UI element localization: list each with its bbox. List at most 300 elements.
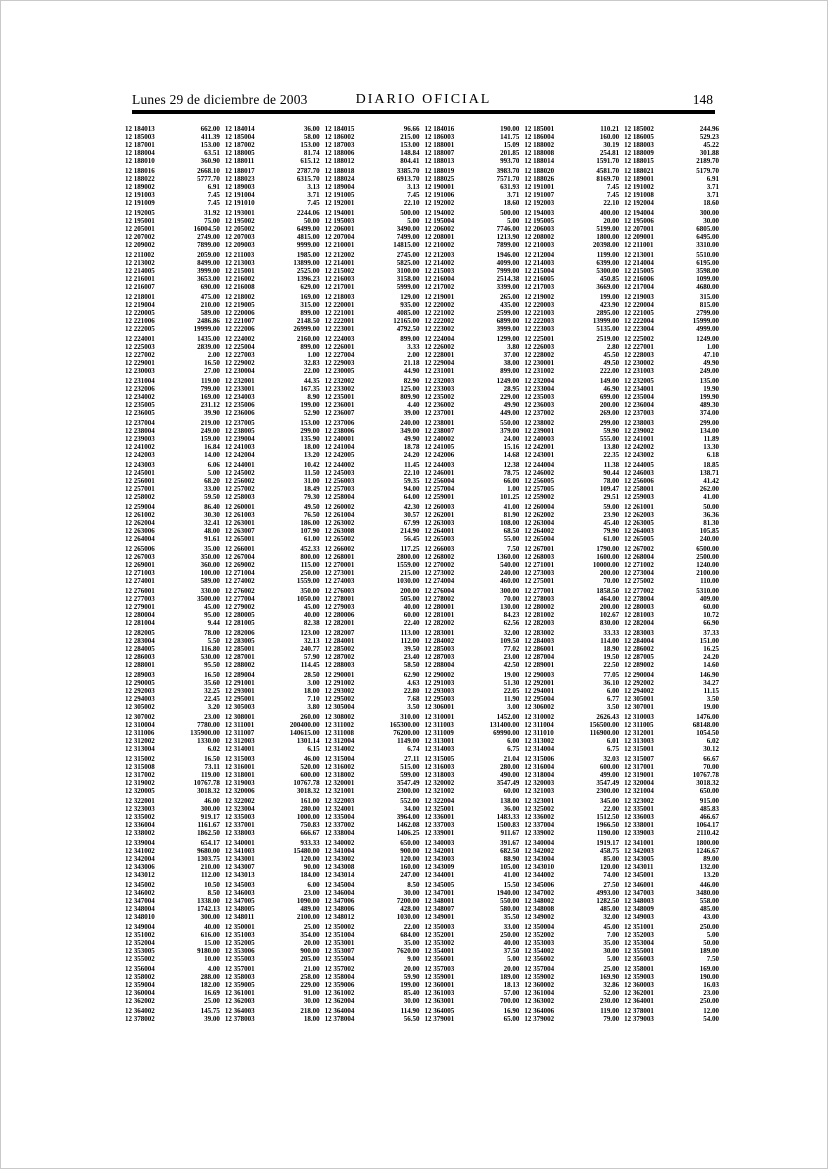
item-code: 12 212002 <box>324 251 355 259</box>
item-amount: 45.22 <box>703 141 719 149</box>
item-amount: 5.00 <box>207 469 220 477</box>
item-amount: 13.20 <box>703 871 719 879</box>
code-amount-pair <box>225 283 320 291</box>
item-code: 12 378004 <box>324 1015 355 1023</box>
code-amount-pair <box>125 325 220 333</box>
item-code: 12 313001 <box>424 737 455 745</box>
item-amount: 24.20 <box>403 451 420 459</box>
item-amount: 615.12 <box>300 157 320 165</box>
item-amount: 3.80 <box>507 343 520 351</box>
item-code: 12 342004 <box>125 855 155 863</box>
item-code: 12 237002 <box>524 409 555 417</box>
code-amount-pair <box>524 813 619 821</box>
code-amount-pair <box>125 191 220 199</box>
code-amount-pair <box>225 461 320 469</box>
code-amount-pair <box>624 343 719 351</box>
code-amount-pair <box>425 191 520 199</box>
code-amount-pair <box>125 317 220 325</box>
item-code: 12 314004 <box>524 745 555 753</box>
item-amount: 4999.00 <box>696 325 719 333</box>
item-code: 12 348012 <box>324 913 355 921</box>
item-amount: 899.00 <box>300 309 320 317</box>
code-amount-pair <box>425 619 520 627</box>
item-code: 12 288003 <box>324 661 355 669</box>
item-amount: 159.00 <box>200 435 220 443</box>
item-code: 12 348006 <box>324 905 355 913</box>
code-amount-pair <box>524 225 619 233</box>
code-amount-pair <box>524 535 619 543</box>
code-amount-pair <box>225 535 320 543</box>
item-code: 12 360002 <box>524 981 555 989</box>
item-amount: 310.00 <box>400 713 420 721</box>
code-amount-pair <box>125 217 220 225</box>
item-amount: 3547.49 <box>596 779 620 787</box>
item-code: 12 335002 <box>125 813 155 821</box>
item-amount: 16.50 <box>204 359 220 367</box>
code-amount-pair <box>125 485 220 493</box>
code-amount-pair <box>225 209 320 217</box>
table-row <box>125 595 719 603</box>
item-code: 12 343014 <box>324 871 355 879</box>
item-code: 12 220006 <box>224 309 255 317</box>
item-code: 12 280004 <box>125 611 155 619</box>
item-amount: 1149.00 <box>397 737 420 745</box>
item-code: 12 230003 <box>125 367 155 375</box>
code-amount-pair <box>425 335 520 343</box>
code-amount-pair <box>325 461 420 469</box>
code-amount-pair <box>425 485 520 493</box>
item-amount: 34.00 <box>403 805 420 813</box>
code-amount-pair <box>325 679 420 687</box>
code-amount-pair <box>524 577 619 585</box>
item-code: 12 306002 <box>524 703 555 711</box>
item-code: 12 260004 <box>524 503 555 511</box>
item-amount: 60.00 <box>703 603 719 611</box>
code-amount-pair <box>524 829 619 837</box>
item-amount: 35.00 <box>403 939 420 947</box>
item-amount: 6315.70 <box>296 175 320 183</box>
item-code: 12 184015 <box>324 125 355 133</box>
item-code: 12 361003 <box>424 989 455 997</box>
item-amount: 435.00 <box>500 301 520 309</box>
item-code: 12 230002 <box>624 359 654 367</box>
code-amount-pair <box>624 871 719 879</box>
item-amount: 82.38 <box>303 619 320 627</box>
code-amount-pair <box>425 797 520 805</box>
code-amount-pair <box>325 721 420 729</box>
item-amount: 40.00 <box>403 603 420 611</box>
code-amount-pair <box>125 913 220 921</box>
item-amount: 37.50 <box>503 947 520 955</box>
item-code: 12 257001 <box>125 485 155 493</box>
item-code: 12 360003 <box>624 981 654 989</box>
code-amount-pair <box>125 527 220 535</box>
item-code: 12 319001 <box>624 771 654 779</box>
item-amount: 269.00 <box>599 409 620 417</box>
item-amount: 153.00 <box>300 419 320 427</box>
code-amount-pair <box>325 745 420 753</box>
item-amount: 20.00 <box>503 965 520 973</box>
item-amount: 30.12 <box>703 745 719 753</box>
item-amount: 22.50 <box>603 661 620 669</box>
item-code: 12 361001 <box>224 989 255 997</box>
code-amount-pair <box>125 149 220 157</box>
item-amount: 830.00 <box>599 619 620 627</box>
item-amount: 631.93 <box>500 183 520 191</box>
item-code: 12 354002 <box>524 947 555 955</box>
code-amount-pair <box>325 981 420 989</box>
item-amount: 59.00 <box>603 503 620 511</box>
item-amount: 558.00 <box>699 897 719 905</box>
item-code: 12 337004 <box>524 821 555 829</box>
item-code: 12 237003 <box>624 409 654 417</box>
item-amount: 4.40 <box>407 401 420 409</box>
code-amount-pair <box>325 653 420 661</box>
code-amount-pair <box>125 1007 220 1015</box>
item-code: 12 292001 <box>524 679 555 687</box>
item-code: 12 224004 <box>424 335 455 343</box>
code-amount-pair <box>225 913 320 921</box>
table-row <box>125 839 719 847</box>
code-amount-pair <box>325 301 420 309</box>
code-amount-pair <box>425 493 520 501</box>
table-row <box>125 989 719 997</box>
item-amount: 110.00 <box>700 577 719 585</box>
code-amount-pair <box>125 553 220 561</box>
item-code: 12 280002 <box>524 603 555 611</box>
item-code: 12 241003 <box>224 443 255 451</box>
code-amount-pair <box>225 301 320 309</box>
item-code: 12 355003 <box>224 955 255 963</box>
item-code: 12 223004 <box>624 325 654 333</box>
item-amount: 49.90 <box>403 435 420 443</box>
code-amount-pair <box>325 561 420 569</box>
item-code: 12 311004 <box>524 721 554 729</box>
item-code: 12 271001 <box>524 561 555 569</box>
item-amount: 32.83 <box>303 359 320 367</box>
item-amount: 20.00 <box>403 965 420 973</box>
item-code: 12 341004 <box>324 847 355 855</box>
item-amount: 229.00 <box>500 393 520 401</box>
code-amount-pair <box>425 695 520 703</box>
item-amount: 25.00 <box>603 965 620 973</box>
code-amount-pair <box>624 377 719 385</box>
item-code: 12 216008 <box>224 283 255 291</box>
code-amount-pair <box>325 535 420 543</box>
item-amount: 345.00 <box>599 797 620 805</box>
code-amount-pair <box>524 981 619 989</box>
item-amount: 919.17 <box>200 813 220 821</box>
item-code: 12 257005 <box>524 485 555 493</box>
code-amount-pair <box>325 955 420 963</box>
item-code: 12 275002 <box>624 577 654 585</box>
item-amount: 240.00 <box>400 419 420 427</box>
code-amount-pair <box>225 897 320 905</box>
item-code: 12 358004 <box>324 973 355 981</box>
item-code: 12 220001 <box>324 301 355 309</box>
code-amount-pair <box>624 217 719 225</box>
item-code: 12 359006 <box>324 981 355 989</box>
item-code: 12 220004 <box>624 301 654 309</box>
item-code: 12 267002 <box>624 545 654 553</box>
item-amount: 36.10 <box>603 679 620 687</box>
item-code: 12 216003 <box>324 275 355 283</box>
item-code: 12 348002 <box>524 897 555 905</box>
item-amount: 58.50 <box>403 661 420 669</box>
item-amount: 5999.00 <box>396 283 420 291</box>
item-amount: 2500.00 <box>696 553 719 561</box>
table-row <box>125 175 719 183</box>
item-amount: 3547.49 <box>496 779 520 787</box>
item-code: 12 358001 <box>624 965 654 973</box>
item-amount: 9180.00 <box>197 947 220 955</box>
item-amount: 13.30 <box>703 443 719 451</box>
item-amount: 1099.00 <box>696 275 719 283</box>
item-code: 12 295004 <box>524 695 555 703</box>
item-amount: 6899.00 <box>496 317 520 325</box>
table-row <box>125 569 719 577</box>
item-code: 12 194003 <box>524 209 555 217</box>
item-code: 12 260001 <box>224 503 255 511</box>
code-amount-pair <box>624 485 719 493</box>
code-amount-pair <box>125 267 220 275</box>
item-amount: 20.00 <box>303 939 320 947</box>
item-amount: 16004.50 <box>193 225 220 233</box>
item-code: 12 336002 <box>524 813 555 821</box>
code-amount-pair <box>325 661 420 669</box>
item-code: 12 259002 <box>524 493 555 501</box>
item-amount: 13.80 <box>603 443 620 451</box>
code-amount-pair <box>325 947 420 955</box>
item-code: 12 305003 <box>224 703 255 711</box>
item-code: 12 256001 <box>125 477 155 485</box>
item-code: 12 259003 <box>624 493 654 501</box>
item-code: 12 279001 <box>125 603 155 611</box>
item-code: 12 226002 <box>424 343 455 351</box>
code-amount-pair <box>524 1015 619 1023</box>
code-amount-pair <box>225 713 320 721</box>
code-amount-pair <box>325 997 420 1005</box>
item-amount: 68.20 <box>204 477 220 485</box>
code-amount-pair <box>524 469 619 477</box>
item-code: 12 346004 <box>324 889 355 897</box>
item-code: 12 215002 <box>324 267 355 275</box>
item-code: 12 350001 <box>224 923 255 931</box>
item-code: 12 188025 <box>424 175 455 183</box>
item-code: 12 232004 <box>524 377 555 385</box>
code-amount-pair <box>524 787 619 795</box>
code-amount-pair <box>225 611 320 619</box>
item-code: 12 189003 <box>224 183 255 191</box>
item-amount: 22.35 <box>603 451 620 459</box>
item-code: 12 191004 <box>224 191 255 199</box>
item-code: 12 356001 <box>424 955 455 963</box>
code-amount-pair <box>225 577 320 585</box>
item-code: 12 288004 <box>424 661 455 669</box>
item-code: 12 194001 <box>324 209 355 217</box>
item-code: 12 266003 <box>424 545 455 553</box>
code-amount-pair <box>225 527 320 535</box>
code-amount-pair <box>624 175 719 183</box>
item-code: 12 235004 <box>624 393 654 401</box>
code-amount-pair <box>225 175 320 183</box>
item-code: 12 282002 <box>424 619 455 627</box>
item-code: 12 348007 <box>424 905 455 913</box>
item-amount: 110.21 <box>600 125 620 133</box>
code-amount-pair <box>125 653 220 661</box>
code-amount-pair <box>325 359 420 367</box>
item-code: 12 289003 <box>125 671 155 679</box>
item-code: 12 222006 <box>224 325 255 333</box>
table-row <box>125 545 719 553</box>
item-code: 12 233003 <box>424 385 455 393</box>
item-amount: 1190.00 <box>596 829 620 837</box>
code-amount-pair <box>524 737 619 745</box>
code-amount-pair <box>624 839 719 847</box>
item-amount: 1559.00 <box>296 577 320 585</box>
item-code: 12 311005 <box>624 721 654 729</box>
code-amount-pair <box>624 713 719 721</box>
item-code: 12 315008 <box>125 763 155 771</box>
code-amount-pair <box>624 653 719 661</box>
item-amount: 95.50 <box>204 661 220 669</box>
item-amount: 30.19 <box>603 141 620 149</box>
item-amount: 47.10 <box>703 351 719 359</box>
code-amount-pair <box>125 401 220 409</box>
item-code: 12 264003 <box>624 527 654 535</box>
code-amount-pair <box>524 955 619 963</box>
code-amount-pair <box>524 259 619 267</box>
item-code: 12 219001 <box>424 293 455 301</box>
code-amount-pair <box>125 199 220 207</box>
item-code: 12 315007 <box>624 755 654 763</box>
item-amount: 1483.33 <box>496 813 520 821</box>
code-amount-pair <box>524 545 619 553</box>
item-amount: 3983.70 <box>496 167 520 175</box>
item-amount: 1966.50 <box>596 821 620 829</box>
code-amount-pair <box>125 931 220 939</box>
item-code: 12 307001 <box>624 703 654 711</box>
item-amount: 16.84 <box>204 443 220 451</box>
item-amount: 7499.00 <box>396 233 420 241</box>
item-code: 12 290001 <box>324 671 355 679</box>
code-amount-pair <box>524 653 619 661</box>
item-amount: 654.17 <box>200 839 220 847</box>
code-amount-pair <box>325 419 420 427</box>
item-code: 12 211003 <box>224 251 255 259</box>
item-code: 12 258002 <box>125 493 155 501</box>
item-amount: 4099.00 <box>496 259 520 267</box>
code-amount-pair <box>125 787 220 795</box>
item-amount: 5510.00 <box>696 251 719 259</box>
item-amount: 1559.00 <box>396 561 420 569</box>
item-code: 12 378001 <box>624 1007 654 1015</box>
code-amount-pair <box>524 871 619 879</box>
code-amount-pair <box>325 157 420 165</box>
item-amount: 18.90 <box>603 645 620 653</box>
item-amount: 200400.00 <box>289 721 320 729</box>
item-code: 12 239003 <box>125 435 155 443</box>
table-row <box>125 703 719 711</box>
item-amount: 489.30 <box>699 401 719 409</box>
item-amount: 1303.75 <box>197 855 220 863</box>
item-code: 12 335001 <box>624 805 654 813</box>
item-amount: 9.44 <box>207 619 220 627</box>
item-amount: 475.00 <box>200 293 220 301</box>
item-code: 12 281001 <box>424 611 455 619</box>
item-code: 12 229001 <box>125 359 155 367</box>
item-amount: 16.50 <box>204 755 220 763</box>
code-amount-pair <box>225 419 320 427</box>
code-amount-pair <box>624 1015 719 1023</box>
table-row <box>125 217 719 225</box>
item-amount: 2300.00 <box>396 787 420 795</box>
item-code: 12 213002 <box>125 259 155 267</box>
item-amount: 78.00 <box>204 629 220 637</box>
item-amount: 2.80 <box>606 343 620 351</box>
item-code: 12 222003 <box>524 317 555 325</box>
code-amount-pair <box>325 763 420 771</box>
item-code: 12 260002 <box>324 503 355 511</box>
item-amount: 19.90 <box>703 385 719 393</box>
code-amount-pair <box>125 377 220 385</box>
code-amount-pair <box>225 989 320 997</box>
item-code: 12 188013 <box>424 157 455 165</box>
item-code: 12 188018 <box>324 167 355 175</box>
item-code: 12 236001 <box>324 401 355 409</box>
item-amount: 2525.00 <box>296 267 320 275</box>
item-code: 12 257003 <box>324 485 355 493</box>
item-amount: 247.00 <box>400 871 420 879</box>
item-amount: 6.74 <box>407 745 420 753</box>
code-amount-pair <box>524 377 619 385</box>
item-amount: 458.75 <box>599 847 620 855</box>
code-amount-pair <box>624 409 719 417</box>
code-amount-pair <box>624 763 719 771</box>
code-amount-pair <box>125 645 220 653</box>
code-amount-pair <box>325 577 420 585</box>
code-amount-pair <box>624 821 719 829</box>
item-amount: 59.90 <box>603 427 620 435</box>
item-amount: 69990.00 <box>493 729 520 737</box>
item-code: 12 214002 <box>424 259 455 267</box>
item-amount: 349.00 <box>400 427 420 435</box>
code-amount-pair <box>624 259 719 267</box>
code-amount-pair <box>524 451 619 459</box>
item-code: 12 263008 <box>324 527 355 535</box>
code-amount-pair <box>125 545 220 553</box>
code-amount-pair <box>425 461 520 469</box>
item-amount: 530.00 <box>200 653 220 661</box>
code-amount-pair <box>524 997 619 1005</box>
item-amount: 43.00 <box>703 913 719 921</box>
item-amount: 4.00 <box>207 965 220 973</box>
item-code: 12 343008 <box>324 863 355 871</box>
code-amount-pair <box>425 713 520 721</box>
item-amount: 240.77 <box>300 645 320 653</box>
item-code: 12 281004 <box>125 619 155 627</box>
item-amount: 75.00 <box>204 217 220 225</box>
item-amount: 315.00 <box>699 293 719 301</box>
code-amount-pair <box>425 351 520 359</box>
table-row <box>125 821 719 829</box>
item-code: 12 347006 <box>324 897 355 905</box>
code-amount-pair <box>325 309 420 317</box>
code-amount-pair <box>524 863 619 871</box>
item-amount: 9999.00 <box>296 241 320 249</box>
item-code: 12 224003 <box>324 335 355 343</box>
code-amount-pair <box>425 527 520 535</box>
